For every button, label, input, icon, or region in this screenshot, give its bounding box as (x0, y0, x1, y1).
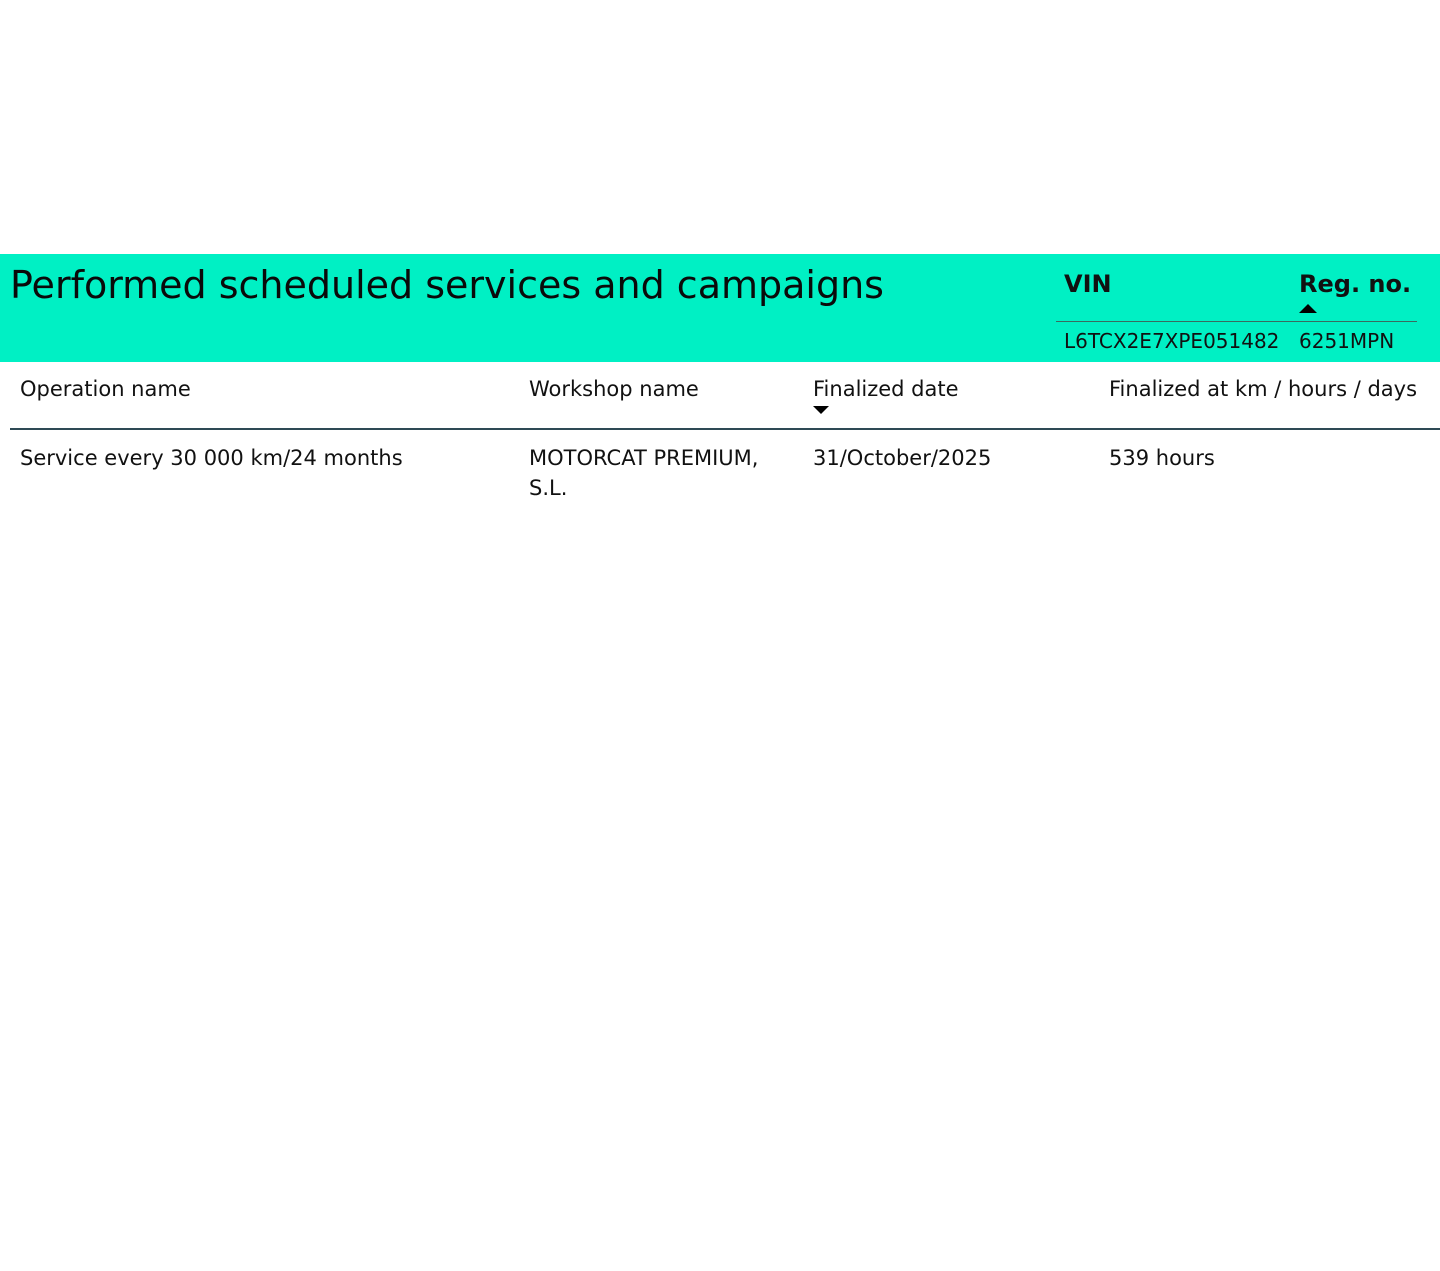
column-header-finalized-at[interactable]: Finalized at km / hours / days (1109, 377, 1418, 401)
operation-name-cell: Service every 30 000 km/24 months (20, 446, 403, 470)
finalized-date-cell: 31/October/2025 (813, 446, 992, 470)
sort-ascending-icon[interactable] (1299, 304, 1317, 313)
page-header-banner (0, 254, 1440, 362)
column-header-finalized-date[interactable]: Finalized date (813, 377, 959, 401)
table-row (10, 430, 1440, 510)
vehicle-table-header (1056, 268, 1417, 322)
finalized-at-cell: 539 hours (1109, 446, 1215, 470)
vin-value: L6TCX2E7XPE051482 (1064, 329, 1280, 353)
operations-table (10, 362, 1440, 510)
workshop-name-cell: MOTORCAT PREMIUM, S.L. (529, 446, 759, 500)
page-title: Performed scheduled services and campaigns (10, 263, 884, 307)
column-header-reg-no[interactable]: Reg. no. (1299, 270, 1412, 298)
operations-table-header (10, 362, 1440, 430)
reg-no-value: 6251MPN (1299, 329, 1395, 353)
column-header-operation-name[interactable]: Operation name (20, 377, 191, 401)
vehicle-row (1056, 322, 1417, 356)
column-header-workshop-name[interactable]: Workshop name (529, 377, 699, 401)
sort-descending-icon[interactable] (813, 406, 829, 414)
column-header-vin[interactable]: VIN (1064, 270, 1112, 298)
vehicle-info-table (1056, 268, 1417, 356)
